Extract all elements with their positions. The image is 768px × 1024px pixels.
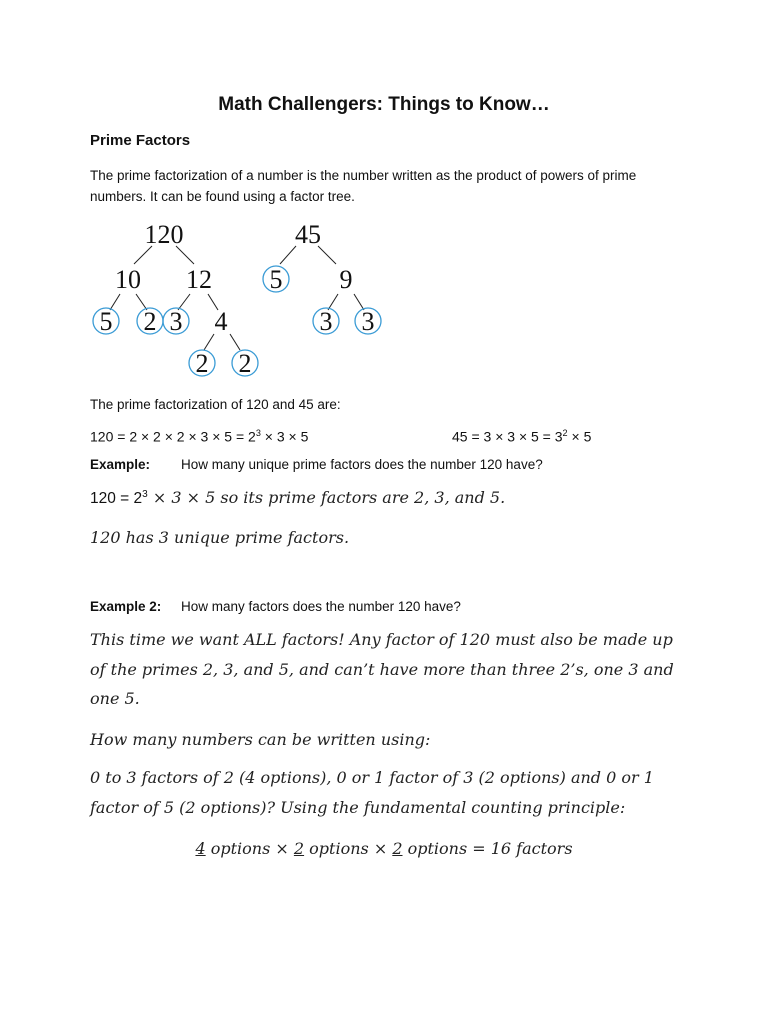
answer-equation-exponent: 3 [142,488,148,500]
factorization-intro: The prime factorization of 120 and 45 are: [90,397,341,412]
final-answer-n3: 2 [392,839,403,858]
tree-node-12: 12 [186,265,212,294]
equation-120 [90,423,308,448]
equation-120-left: 120 = 2 × 2 × 2 × 3 × 5 = 2 [90,428,256,445]
example-1-question: How many unique prime factors does the number 120 have? [181,457,543,472]
example-2-para-1-line-3: one 5. [90,689,140,708]
final-answer [0,839,768,858]
tree-branch [204,334,214,350]
example-2-para-2: How many numbers can be written using: [90,730,431,749]
tree-node-4: 4 [214,307,228,336]
final-answer-n2: 2 [293,839,305,858]
example-2-para-1-line-2: of the primes 2, 3, and 5, and can’t have more than three 2’s, one 3 and [90,660,674,679]
tree-prime-2: 2 [195,349,209,378]
tree-prime-3: 3 [361,307,375,336]
equation-45-exponent: 2 [562,428,568,438]
intro-line-2: numbers. It can be found using a factor tree. [90,189,355,204]
equation-120-exponent: 3 [255,428,261,438]
example-2-para-1-line-1: This time we want ALL factors! Any factor of 120 must also be made up [90,630,673,649]
example-1-answer-line-2: 120 has 3 unique prime factors. [90,528,350,547]
example-2-para-3-line-1: 0 to 3 factors of 2 (4 options), 0 or 1 factor of 3 (2 options) and 0 or 1 [90,768,654,787]
tree-node-120: 120 [144,220,184,249]
example-2-label: Example 2: [90,599,162,614]
equation-45 [452,423,591,448]
answer-equation-left: 120 = 2 [90,490,143,507]
tree-prime-5: 5 [269,265,283,294]
page-title: Math Challengers: Things to Know… [218,94,550,115]
equation-45-left: 45 = 3 × 3 × 5 = 3 [452,428,563,445]
equation-45-right: × 5 [567,428,592,445]
tree-node-9: 9 [339,265,353,294]
final-answer-t1: options × [205,839,294,858]
example-1-answer-line-1 [90,488,505,508]
intro-line-1: The prime factorization of a number is the number written as the product of powers of prime [90,168,637,183]
tree-prime-2: 2 [238,349,252,378]
tree-node-45: 45 [295,220,321,249]
final-answer-t2: options × [304,839,393,858]
factor-tree-figure [90,214,390,384]
final-answer-n1: 4 [195,839,206,858]
tree-prime-5: 5 [99,307,113,336]
tree-branch [280,246,296,264]
section-heading: Prime Factors [90,132,191,149]
tree-prime-3: 3 [169,307,183,336]
tree-node-10: 10 [115,265,141,294]
tree-prime-3: 3 [319,307,333,336]
example-2-para-3-line-2: factor of 5 (2 options)? Using the fundamental counting principle: [90,798,626,817]
final-answer-t3: options = 16 factors [402,839,573,858]
equation-120-right: × 3 × 5 [260,428,309,445]
example-2-question: How many factors does the number 120 have? [181,599,461,614]
tree-branch [230,334,240,350]
tree-prime-2: 2 [143,307,157,336]
example-1-label: Example: [90,457,151,472]
answer-equation-right: × 3 × 5 so its prime factors are 2, 3, and 5. [147,488,506,507]
